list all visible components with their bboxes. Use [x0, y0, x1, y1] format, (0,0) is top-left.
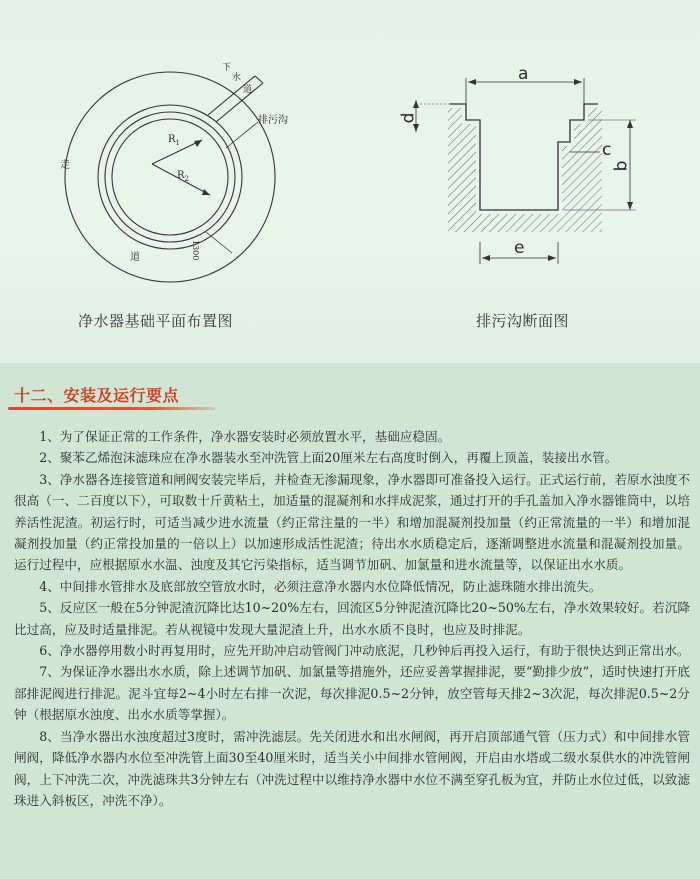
- paragraph-5: 5、反应区一般在5分钟泥渣沉降比达10~20%左右，回流区5分钟泥渣沉降比20~50%左右，净水效果较好。若沉降比过高，应及时适量排泥。若从视镜中发现大量泥渣上升，出水水质不良时，也应及时排泥。: [14, 600, 690, 637]
- paragraph-4: 4、中间排水管排水及底部放空管放水时，必须注意净水器内水位降低情况，防止滤珠随水排出流失。: [39, 578, 602, 594]
- paragraph-3: 3、净水器各连接管道和闸阀安装完毕后，并检查无渗漏现象，净水器即可准备投入运行。正式运行前，若原水浊度不很高（一、二百度以下），可取数十斤黄粘土，加适量的混凝剂和水拌成泥浆，通过打开的手孔盖加入净水器锥筒中，以培养活性泥渣。初运行时，可适当减少进水流量（约正常注量的一半）和增加混凝剂投加量（约正常流量的一半）和增加混凝剂投加量（约正常投加量的一倍以上）以加速形成活性泥渣；待出水水质稳定后，逐渐调整进水流量和混凝剂投加量。运行过程中，应根据原水水温、浊度及其它污染指标，适当调节加矾、加氯量和进水流量等，以保证出水水质。: [14, 471, 690, 573]
- pipe-label-2: 水: [232, 73, 242, 83]
- title-underline: [8, 407, 215, 410]
- section-title: 十二、安装及运行要点: [14, 386, 180, 405]
- dim-e-label: e: [514, 238, 525, 258]
- dimension-label: 1300: [191, 240, 200, 261]
- paragraph-6: 6、净水器停用数小时再复用时，应先开助冲启动管阀门冲动底泥，几秒钟后再投入运行，有助于很快达到正常出水。: [39, 643, 690, 659]
- walkway-label-2: 道: [130, 252, 140, 263]
- paragraph-1: 1、为了保证正常的工作条件，净水器安装时必须放置水平，基础应稳固。: [39, 429, 451, 444]
- radius-r1-label: $R_1$: [168, 134, 180, 147]
- drain-section-figure: [398, 60, 658, 280]
- paragraph-8: 8、当净水器出水浊度超过3度时，需冲洗滤层。先关闭进水和出水闸阀，再开启顶部通气管（压力式）和中间排水管闸阀，降低净水器内水位至冲洗管上面30至40厘米时，适当关小中间排水管闸阀，开启由水塔或二级水泵供水的冲洗管闸阀，上下冲洗二次，冲洗滤珠共3分钟左右（冲洗过程中以维持净水器中水位不满至穿孔板为宜，并防止水位过低，以致滤珠进入斜板区，冲洗不净）。: [14, 728, 690, 808]
- pipe-label-1: 下: [222, 63, 232, 73]
- dim-a-label: a: [518, 64, 529, 84]
- dim-c-label: c: [602, 140, 612, 160]
- radius-r2-label: $R_2$: [177, 170, 189, 183]
- section-body: [14, 426, 690, 811]
- foundation-plan-figure: [50, 52, 310, 284]
- drain-label: 排污沟: [258, 115, 288, 126]
- paragraph-7: 7、为保证净水器出水水质，除上述调节加矾、加氯量等措施外，还应妥善掌握排泥，要“勤排少放”，适时快速打开底部排泥阀进行排泥。泥斗宜每2~4小时左右排一次泥，每次排泥0.5~2分钟，放空管每天排2~3次泥，每次排泥0.5~2分钟（根据原水浊度、出水水质等掌握）。: [14, 664, 690, 723]
- paragraph-2: 2、聚苯乙烯泡沫滤珠应在净水器装水至冲洗管上面20厘米左右高度时倒入，再覆上顶盖，装接出水管。: [39, 450, 618, 466]
- foundation-plan-caption: 净水器基础平面布置图: [78, 312, 234, 330]
- dim-b-label: b: [611, 160, 632, 172]
- dim-d-label: d: [398, 112, 419, 124]
- pipe-label-3: 道: [243, 85, 253, 95]
- drain-section-caption: 排污沟断面图: [476, 312, 570, 330]
- walkway-label-1: 走: [60, 160, 70, 171]
